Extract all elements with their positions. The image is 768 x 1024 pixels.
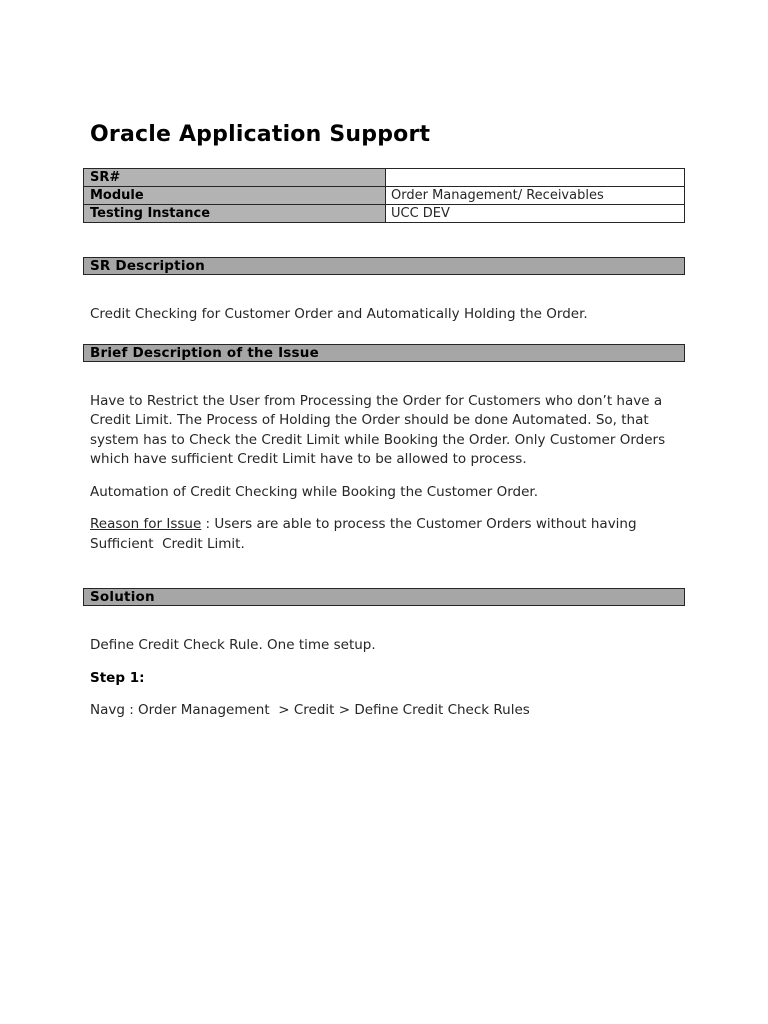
info-table [83, 168, 685, 223]
reason-for-issue-text: : Users are able to process the Customer Orders without having Sufficient Credit Limit. [90, 516, 641, 552]
document-content [83, 122, 685, 721]
brief-description-paragraph-1: Have to Restrict the User from Processing the Order for Customers who don’t have a Credit Limit. The Process of Holding the Order should be done Automated. So, that system has to Check the Credit Limit while Booking the Order. Only Customer Orders which have sufficient Credit Limit have to be allowed to process. [90, 392, 670, 467]
table-row-sr [84, 169, 685, 187]
info-table-value-testing-instance: UCC DEV [386, 205, 685, 223]
section-heading-solution: Solution [83, 588, 685, 606]
brief-description-paragraph-2: Automation of Credit Checking while Booking the Customer Order. [90, 483, 538, 500]
reason-for-issue-label: Reason for Issue [90, 516, 202, 532]
step-1-navigation-path: Navg : Order Management > Credit > Define Credit Check Rules [90, 702, 530, 718]
table-row-module [84, 187, 685, 205]
info-table-value-module: Order Management/ Receivables [386, 187, 685, 205]
reason-for-issue-paragraph [90, 515, 678, 554]
step-1-label: Step 1: [90, 669, 145, 686]
info-table-label-testing-instance: Testing Instance [84, 205, 386, 223]
section-heading-sr-description: SR Description [83, 257, 685, 275]
document-title: Oracle Application Support [90, 122, 431, 147]
info-table-label-module: Module [84, 187, 386, 205]
sr-description-text: Credit Checking for Customer Order and Automatically Holding the Order. [90, 306, 588, 322]
info-table-label-sr: SR# [84, 169, 386, 187]
solution-intro-text: Define Credit Check Rule. One time setup. [90, 637, 376, 653]
info-table-value-sr [386, 169, 685, 187]
section-heading-brief-description: Brief Description of the Issue [83, 344, 685, 362]
table-row-testing-instance [84, 205, 685, 223]
